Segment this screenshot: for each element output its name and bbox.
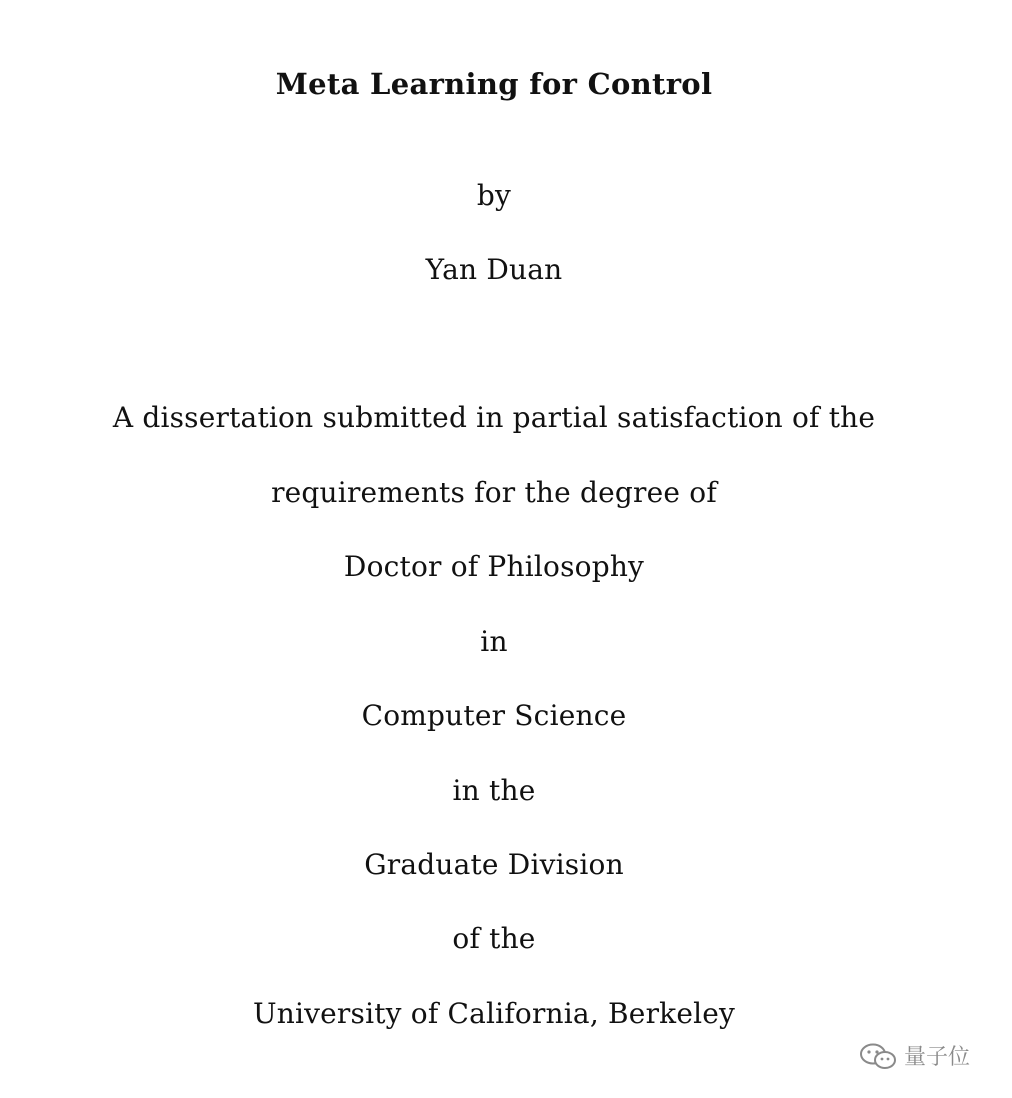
- by-label: by: [476, 179, 512, 212]
- statement-line-1: A dissertation submitted in partial satisfaction of the: [112, 401, 876, 434]
- degree-name: Doctor of Philosophy: [343, 550, 645, 583]
- of-the-label: of the: [452, 922, 536, 955]
- in-the-label: in the: [452, 774, 536, 807]
- watermark-text: 量子位: [904, 1045, 971, 1070]
- university-name: University of California, Berkeley: [252, 997, 736, 1030]
- dissertation-title: Meta Learning for Control: [275, 67, 713, 101]
- wechat-icon: [858, 1042, 898, 1070]
- author-name: Yan Duan: [425, 253, 563, 286]
- field-name: Computer Science: [361, 699, 627, 732]
- division-name: Graduate Division: [364, 848, 624, 881]
- statement-line-2: requirements for the degree of: [271, 476, 717, 509]
- watermark: [858, 1040, 970, 1071]
- in-label: in: [480, 625, 508, 658]
